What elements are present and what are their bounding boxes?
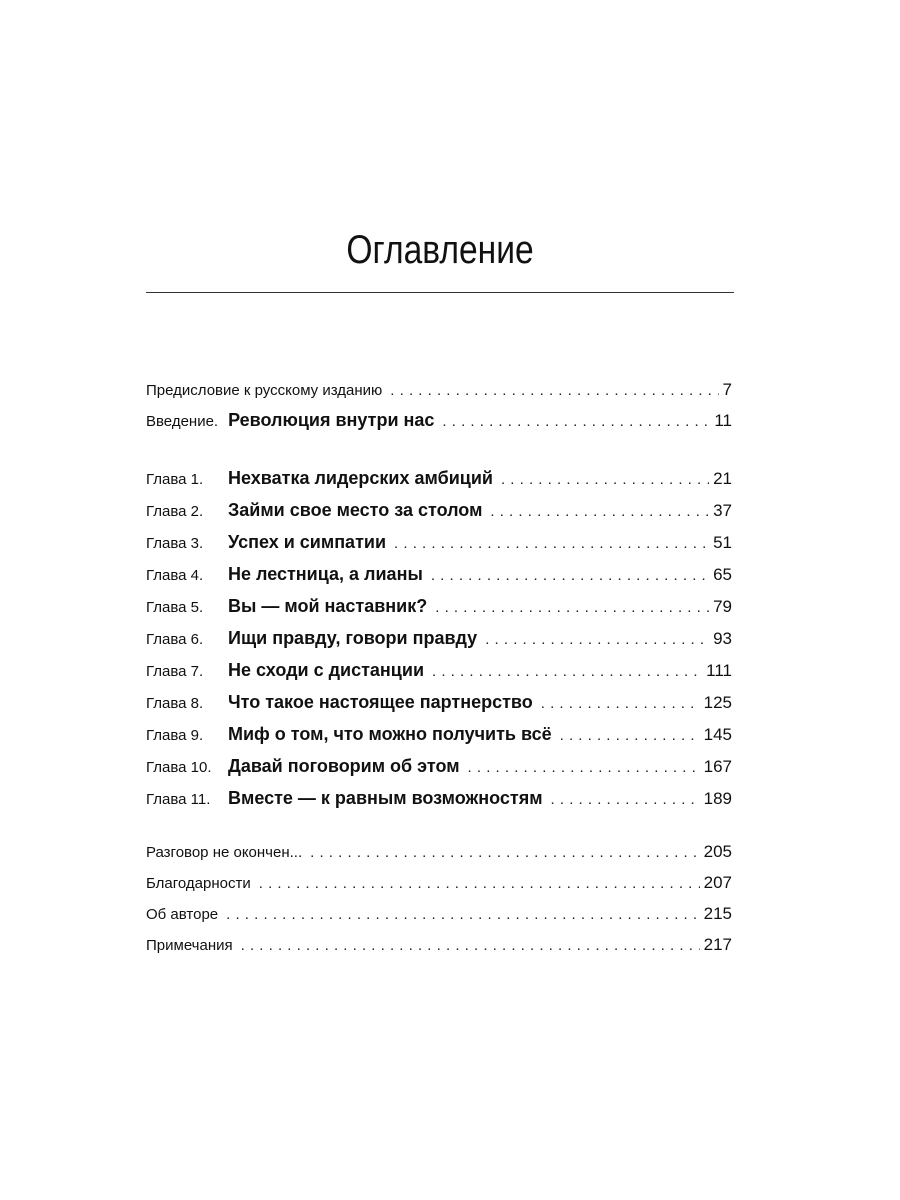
page-number: 145 (703, 725, 732, 744)
chapter-label: Глава 1. (146, 471, 204, 488)
toc-entry-chapter[interactable] (146, 692, 732, 722)
dot-leader (390, 382, 718, 399)
toc-entry-chapter[interactable] (146, 724, 732, 754)
page-number: 167 (703, 757, 732, 776)
entry-title: Предисловие к русскому изданию (146, 382, 383, 399)
chapter-title: Займи свое место за столом (228, 500, 483, 520)
toc-entry-intro[interactable] (146, 410, 732, 440)
entry-title: Революция внутри нас (228, 410, 435, 430)
toc-entry-notes[interactable] (146, 935, 732, 965)
toc-entry-chapter[interactable] (146, 788, 732, 818)
chapter-title: Миф о том, что можно получить всё (228, 724, 552, 744)
page-number: 207 (703, 873, 732, 892)
page-number: 217 (703, 935, 732, 954)
dot-leader (310, 844, 699, 861)
dot-leader (432, 663, 702, 680)
entry-title: Благодарности (146, 875, 251, 892)
toc-entry-preface[interactable] (146, 380, 732, 410)
page-number: 51 (713, 533, 732, 552)
chapter-label: Глава 3. (146, 535, 204, 552)
page-number: 125 (703, 693, 732, 712)
page-number: 37 (713, 501, 732, 520)
title-divider (146, 292, 734, 293)
chapter-label: Глава 2. (146, 503, 204, 520)
dot-leader (394, 535, 709, 552)
chapter-title: Не лестница, а лианы (228, 564, 423, 584)
page-number: 7 (722, 380, 732, 399)
page-number: 79 (713, 597, 732, 616)
page-number: 65 (713, 565, 732, 584)
chapter-label: Глава 5. (146, 599, 204, 616)
chapter-title: Ищи правду, говори правду (228, 628, 478, 648)
dot-leader (241, 937, 700, 954)
dot-leader (259, 875, 700, 892)
chapter-title: Давай поговорим об этом (228, 756, 460, 776)
dot-leader (468, 759, 700, 776)
dot-leader (501, 471, 709, 488)
chapter-label: Глава 7. (146, 663, 204, 680)
entry-prefix: Введение. (146, 413, 219, 430)
entry-title: Об авторе (146, 906, 219, 923)
toc-entry-chapter[interactable] (146, 660, 732, 690)
dot-leader (226, 906, 699, 923)
chapter-label: Глава 4. (146, 567, 204, 584)
toc-entry-chapter[interactable] (146, 500, 732, 530)
page-number: 205 (703, 842, 732, 861)
toc-entry-chapter[interactable] (146, 468, 732, 498)
dot-leader (560, 727, 700, 744)
dot-leader (442, 413, 710, 430)
toc-entry-chapter[interactable] (146, 532, 732, 562)
chapter-title: Вместе — к равным возможностям (228, 788, 543, 808)
dot-leader (551, 791, 700, 808)
dot-leader (490, 503, 709, 520)
chapter-label: Глава 6. (146, 631, 204, 648)
toc-entry-acknowledgements[interactable] (146, 873, 732, 903)
toc-entry-about-author[interactable] (146, 904, 732, 934)
chapter-title: Вы — мой наставник? (228, 596, 428, 616)
chapter-label: Глава 8. (146, 695, 204, 712)
toc-entry-chapter[interactable] (146, 596, 732, 626)
entry-title: Разговор не окончен... (146, 844, 303, 861)
page-number: 111 (706, 661, 732, 680)
page-number: 215 (703, 904, 732, 923)
chapter-label: Глава 11. (146, 791, 211, 808)
chapter-title: Не сходи с дистанции (228, 660, 425, 680)
page-number: 93 (713, 629, 732, 648)
dot-leader (485, 631, 709, 648)
chapter-title: Что такое настоящее партнерство (228, 692, 533, 712)
page-number: 21 (713, 469, 732, 488)
toc-entry-afterword[interactable] (146, 842, 732, 872)
page-number: 189 (703, 789, 732, 808)
dot-leader (541, 695, 700, 712)
toc-entry-chapter[interactable] (146, 756, 732, 786)
chapter-label: Глава 10. (146, 759, 212, 776)
chapter-title: Успех и симпатии (228, 532, 387, 552)
chapter-title: Нехватка лидерских амбиций (228, 468, 493, 488)
page-number: 11 (714, 411, 732, 430)
toc-entry-chapter[interactable] (146, 564, 732, 594)
page-title: Оглавление (346, 228, 534, 272)
dot-leader (435, 599, 709, 616)
chapter-label: Глава 9. (146, 727, 204, 744)
toc-entry-chapter[interactable] (146, 628, 732, 658)
dot-leader (431, 567, 709, 584)
entry-title: Примечания (146, 937, 233, 954)
